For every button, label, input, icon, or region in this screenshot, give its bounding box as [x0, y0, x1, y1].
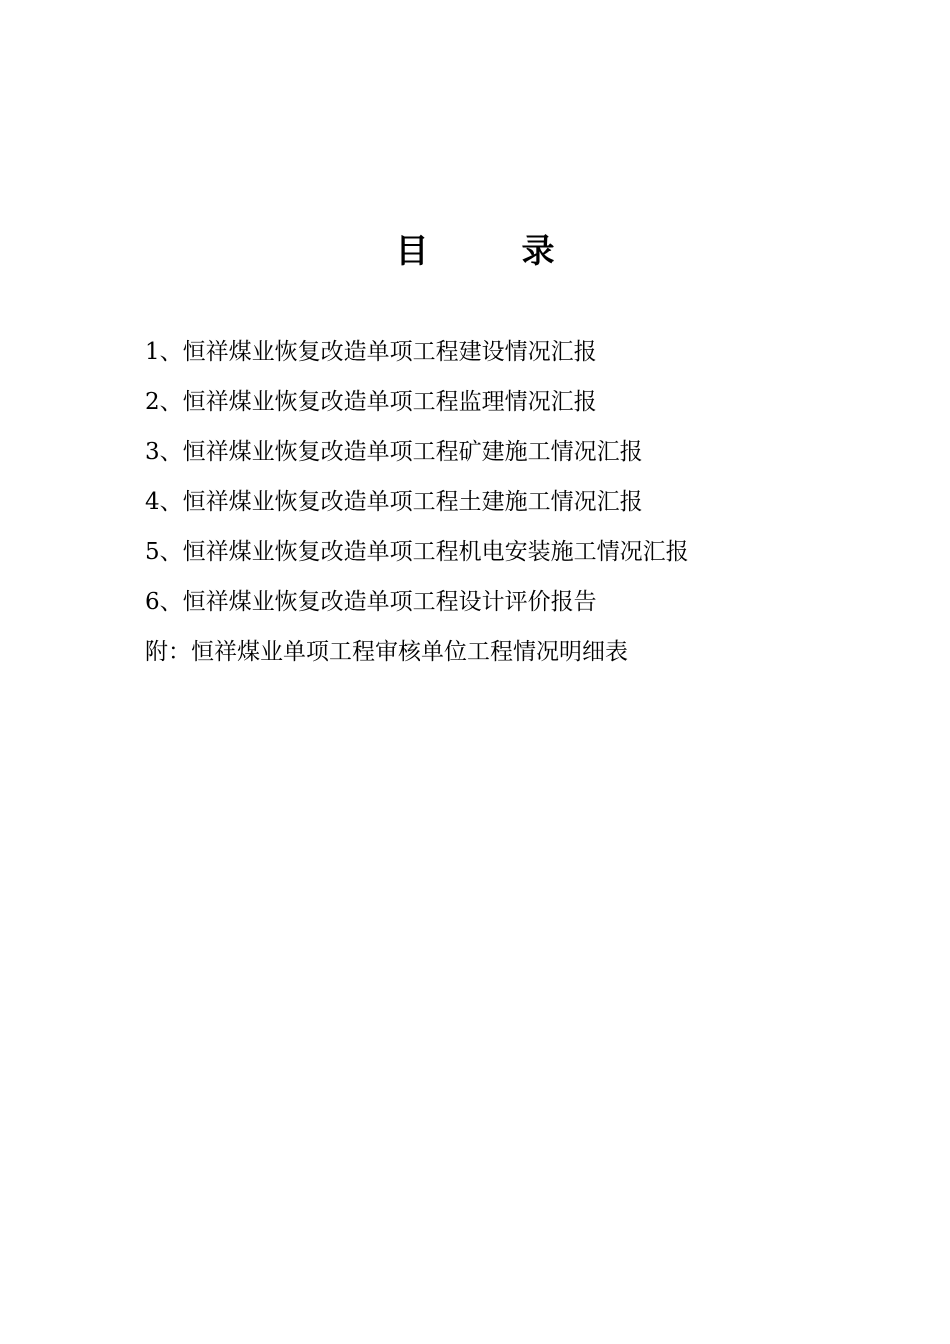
- toc-item-4: 4、恒祥煤业恢复改造单项工程土建施工情况汇报: [145, 489, 643, 515]
- toc-title: 目 录: [395, 231, 585, 270]
- toc-item-1: 1、恒祥煤业恢复改造单项工程建设情况汇报: [145, 339, 597, 365]
- toc-item-5: 5、恒祥煤业恢复改造单项工程机电安装施工情况汇报: [145, 539, 689, 565]
- toc-item-appendix: 附：恒祥煤业单项工程审核单位工程情况明细表: [145, 639, 628, 665]
- toc-list: [145, 327, 845, 677]
- toc-item-6: 6、恒祥煤业恢复改造单项工程设计评价报告: [145, 589, 597, 615]
- toc-item-2: 2、恒祥煤业恢复改造单项工程监理情况汇报: [145, 389, 597, 415]
- toc-item-3: 3、恒祥煤业恢复改造单项工程矿建施工情况汇报: [145, 439, 643, 465]
